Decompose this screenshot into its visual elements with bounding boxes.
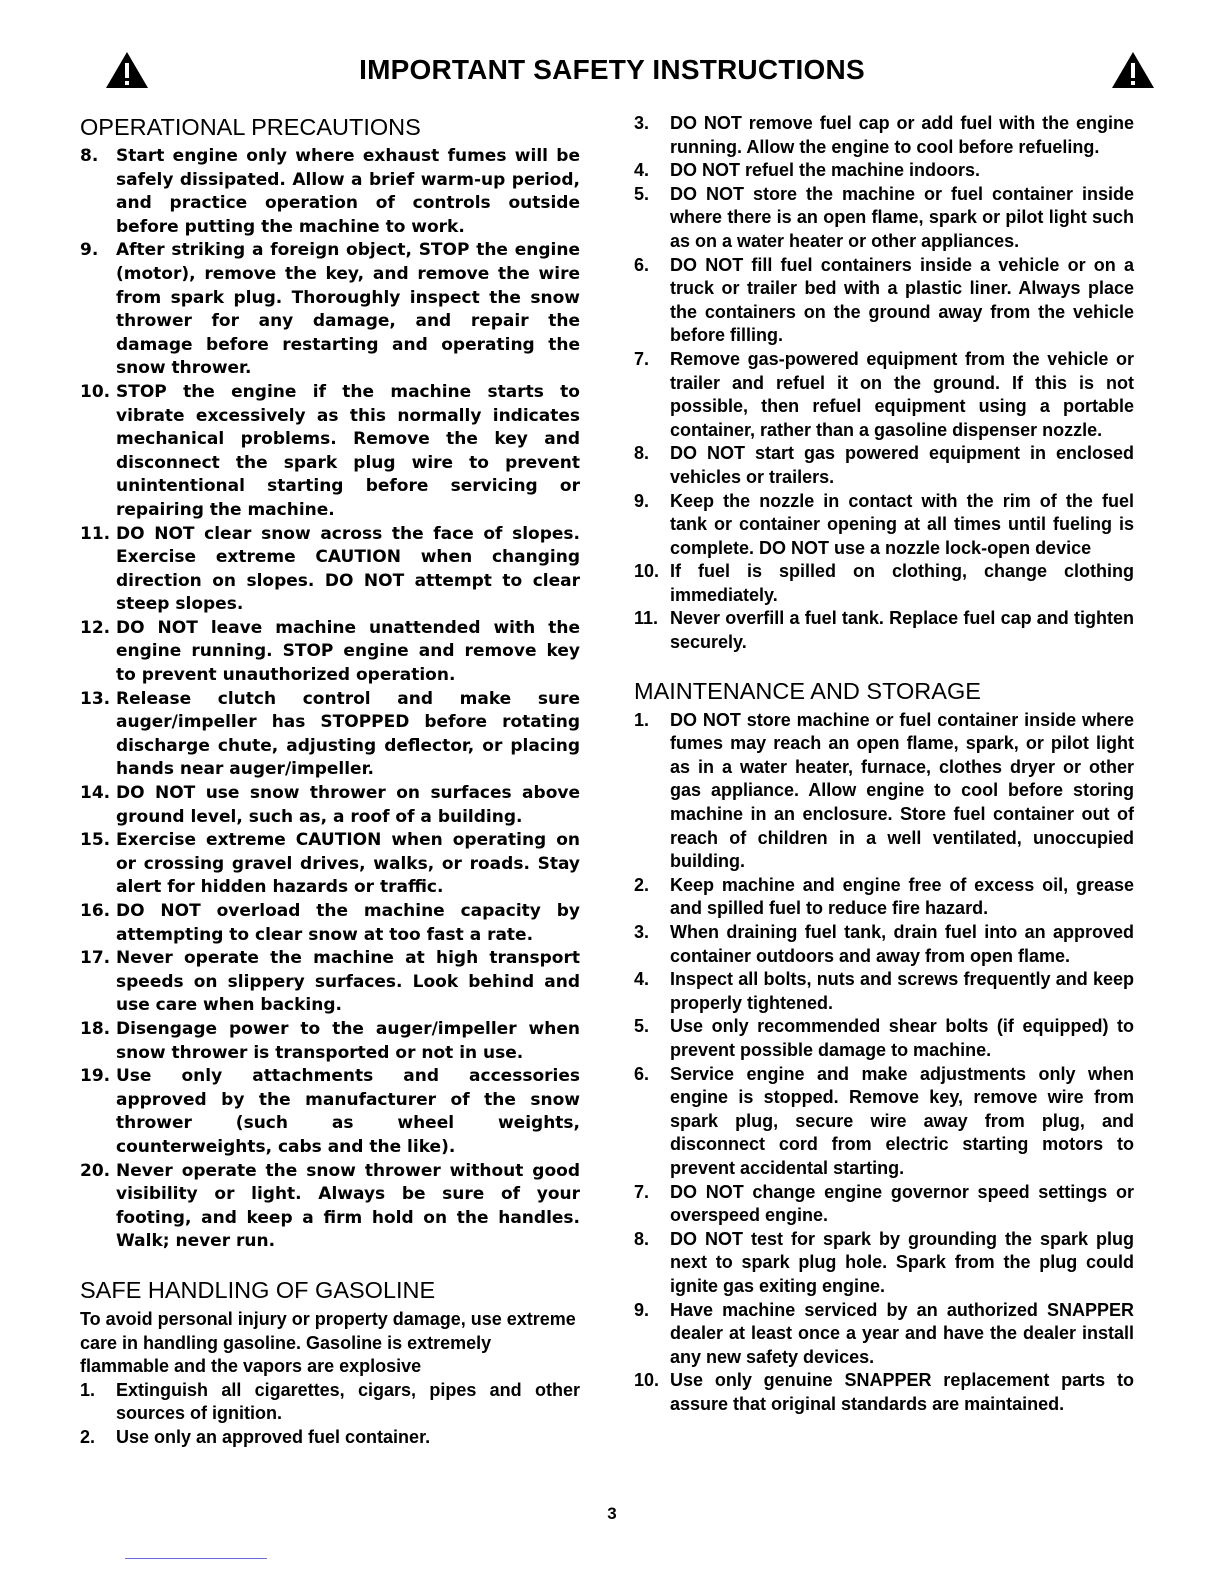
list-item: 9. Keep the nozzle in contact with the rim of the fuel tank or container opening at all times until fueling is complete. DO NOT use a nozzle lock-open device bbox=[634, 490, 1134, 558]
list-item: 3. When draining fuel tank, drain fuel into an approved container outdoors and away from open flame. bbox=[634, 922, 1134, 966]
list-item: 1. DO NOT store machine or fuel container inside where fumes may reach an open flame, spark, or pilot light as in a water heater, furnace, clothes dryer or other gas appliance. Allow engine to cool before storing machine in an enclosure. Store fuel container out of reach of children in a well ventilated, unoccupied building. bbox=[634, 709, 1134, 872]
list-item: 2. Use only an approved fuel container. bbox=[80, 1426, 431, 1447]
list-item: 7. Remove gas-powered equipment from the vehicle or trailer and refuel it on the ground. If this is not possible, then refuel equipment using a portable container, rather than a gasoline dispenser nozzle. bbox=[634, 348, 1134, 440]
list-item: 11. DO NOT clear snow across the face of slopes. Exercise extreme CAUTION when changing direction on slopes. DO NOT attempt to clear steep slopes. bbox=[80, 523, 580, 615]
list-item: 4. DO NOT refuel the machine indoors. bbox=[634, 160, 981, 181]
list-item: 8. Start engine only where exhaust fumes will be safely dissipated. Allow a brief warm-up period, and practice operation of controls outside before putting the machine to work. bbox=[80, 146, 580, 237]
list-item: 10. If fuel is spilled on clothing, change clothing immediately. bbox=[634, 561, 1134, 605]
operational-precautions-list bbox=[80, 145, 580, 1254]
list-item: 20. Never operate the snow thrower without good visibility or light. Always be sure of your footing, and keep a firm hold on the handles. Walk; never run. bbox=[80, 1160, 580, 1252]
list-item: 13. Release clutch control and make sure auger/impeller has STOPPED before rotating discharge chute, adjusting deflector, or placing hands near auger/impeller. bbox=[80, 688, 580, 780]
list-item: 7. DO NOT change engine governor speed settings or overspeed engine. bbox=[634, 1181, 1134, 1226]
maintenance-storage-heading: MAINTENANCE AND STORAGE bbox=[634, 677, 981, 704]
list-item: 12. DO NOT leave machine unattended with the engine running. STOP engine and remove key to prevent unauthorized operation. bbox=[80, 617, 580, 686]
list-item: 6. Service engine and make adjustments only when engine is stopped. Remove key, remove wire from spark plug, secure wire away from plug, and disconnect cord from electric starting motors to prevent accidental starting. bbox=[634, 1063, 1134, 1178]
list-item: 10. STOP the engine if the machine starts to vibrate excessively as this normally indicates mechanical problems. Remove the key and disconnect the spark plug wire to prevent unintentional starting before servicing or repairing the machine. bbox=[80, 381, 580, 520]
gasoline-list-left bbox=[80, 1379, 580, 1450]
list-item: 1. Extinguish all cigarettes, cigars, pipes and other sources of ignition. bbox=[80, 1379, 580, 1424]
operational-precautions-heading: OPERATIONAL PRECAUTIONS bbox=[80, 114, 421, 140]
list-item: 9. Have machine serviced by an authorized SNAPPER dealer at least once a year and have the dealer install any new safety devices. bbox=[634, 1299, 1134, 1367]
list-item: 16. DO NOT overload the machine capacity by attempting to clear snow at too fast a rate. bbox=[80, 901, 580, 945]
list-item: 18. Disengage power to the auger/impeller when snow thrower is transported or not in use. bbox=[80, 1018, 580, 1063]
right-column bbox=[634, 112, 1134, 1416]
page-header bbox=[0, 50, 1224, 94]
list-item: 14. DO NOT use snow thrower on surfaces above ground level, such as, a roof of a building. bbox=[80, 783, 580, 827]
warning-triangle-icon bbox=[1110, 50, 1156, 90]
list-item: 10. Use only genuine SNAPPER replacement parts to assure that original standards are maintained. bbox=[634, 1370, 1134, 1414]
list-item: 3. DO NOT remove fuel cap or add fuel with the engine running. Allow the engine to cool before refueling. bbox=[634, 113, 1134, 157]
safe-handling-gasoline-heading: SAFE HANDLING OF GASOLINE bbox=[80, 1276, 436, 1303]
list-item: 19. Use only attachments and accessories approved by the manufacturer of the snow thrower (such as wheel weights, counterweights, cabs and the like). bbox=[80, 1066, 580, 1157]
gasoline-intro: To avoid personal injury or property damage, use extreme care in handling gasoline. Gasoline is extremely flammable and the vapors are explosive bbox=[80, 1308, 576, 1377]
list-item: 8. DO NOT test for spark by grounding the spark plug next to spark plug hole. Spark from the plug could ignite gas exiting engine. bbox=[634, 1228, 1134, 1296]
page-title: IMPORTANT SAFETY INSTRUCTIONS bbox=[359, 54, 865, 85]
maintenance-list bbox=[634, 709, 1134, 1417]
gasoline-list-right bbox=[634, 112, 1134, 655]
page-number: 3 bbox=[607, 1504, 617, 1523]
list-item: 5. Use only recommended shear bolts (if equipped) to prevent possible damage to machine. bbox=[634, 1016, 1134, 1060]
list-item: 9. After striking a foreign object, STOP the engine (motor), remove the key, and remove the wire from spark plug. Thoroughly inspect the snow thrower for any damage, and repair the damage before restarting and operating the snow thrower. bbox=[80, 240, 580, 379]
list-item: 17. Never operate the machine at high transport speeds on slippery surfaces. Look behind and use care when backing. bbox=[80, 948, 580, 1016]
list-item: 5. DO NOT store the machine or fuel container inside where there is an open flame, spark or pilot light such as on a water heater or other appliances. bbox=[634, 183, 1134, 251]
left-column bbox=[80, 113, 580, 1449]
list-item: 2. Keep machine and engine free of excess oil, grease and spilled fuel to reduce fire hazard. bbox=[634, 874, 1134, 919]
list-item: 15. Exercise extreme CAUTION when operating on or crossing gravel drives, walks, or roads. Stay alert for hidden hazards or traffic. bbox=[80, 830, 580, 898]
list-item: 8. DO NOT start gas powered equipment in enclosed vehicles or trailers. bbox=[634, 443, 1134, 487]
list-item: 6. DO NOT fill fuel containers inside a vehicle or on a truck or trailer bed with a plastic liner. Always place the containers on the ground away from the vehicle before filling. bbox=[634, 254, 1134, 346]
footer-divider bbox=[125, 1558, 267, 1559]
list-item: 4. Inspect all bolts, nuts and screws frequently and keep properly tightened. bbox=[634, 969, 1134, 1013]
list-item: 11. Never overfill a fuel tank. Replace fuel cap and tighten securely. bbox=[634, 608, 1134, 653]
